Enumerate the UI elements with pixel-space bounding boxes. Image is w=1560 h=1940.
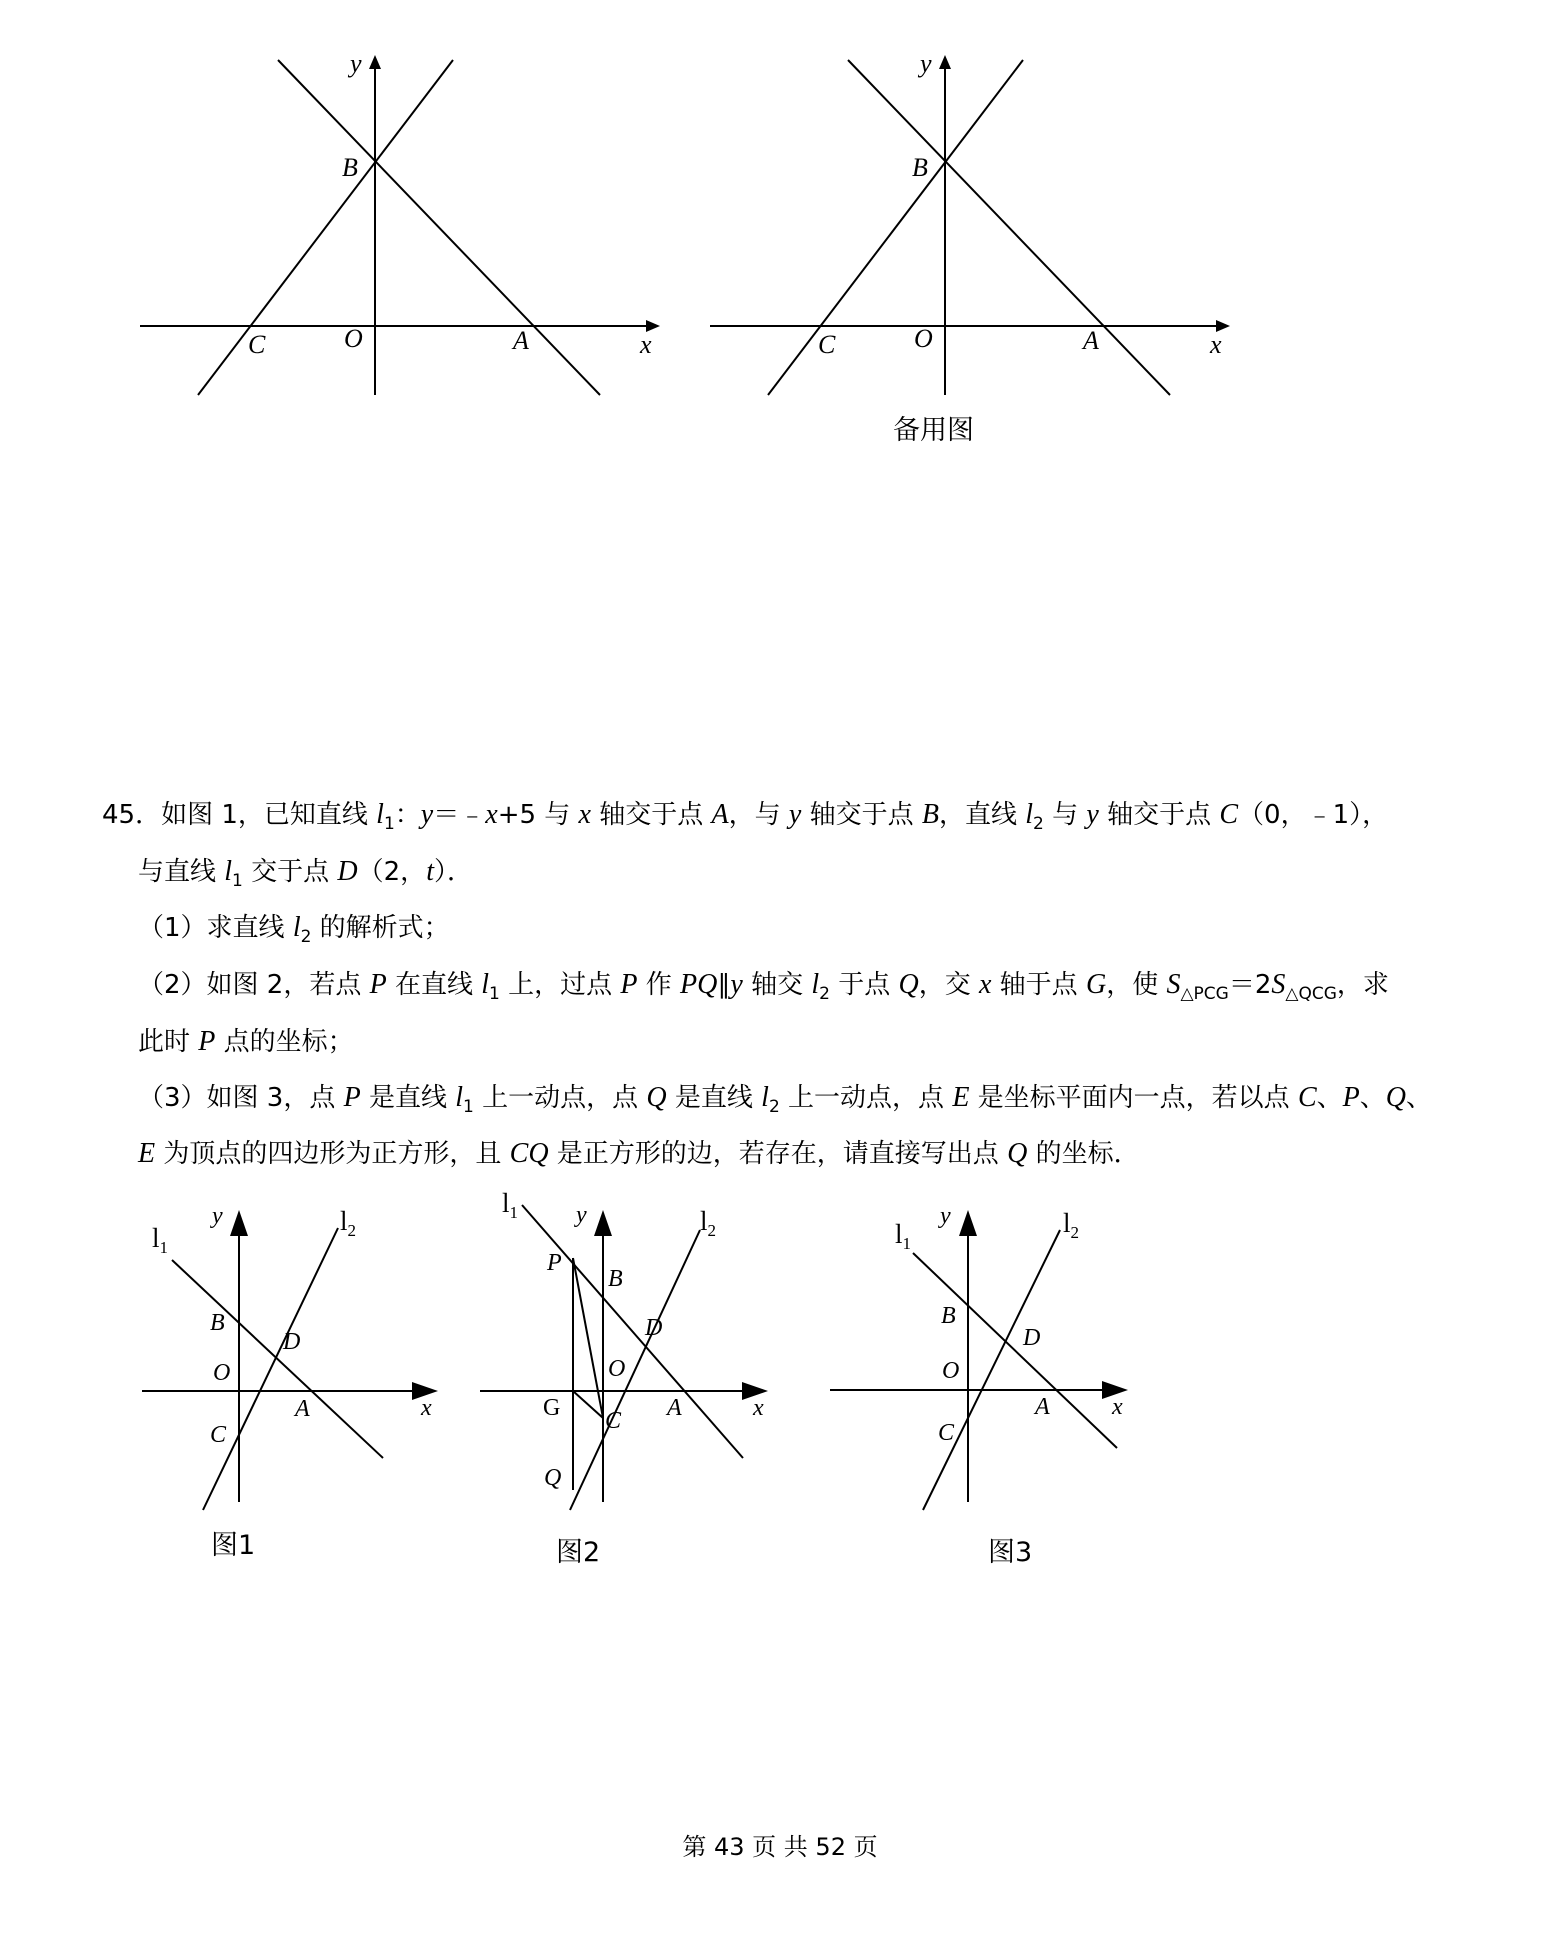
problem-line-1 bbox=[102, 795, 1388, 844]
var: G bbox=[1085, 969, 1107, 1000]
var: l bbox=[292, 912, 301, 943]
y-axis-arrow bbox=[230, 1210, 248, 1236]
var: l bbox=[481, 969, 490, 1000]
var: l bbox=[224, 856, 233, 887]
figure-2 bbox=[470, 1190, 790, 1520]
text: ）． bbox=[433, 857, 473, 887]
text: ＝﹣ bbox=[433, 800, 486, 830]
var: D bbox=[337, 856, 358, 887]
sub: 2 bbox=[300, 927, 312, 948]
label-B: B bbox=[608, 1266, 623, 1292]
label-B: B bbox=[912, 153, 928, 182]
text: 是直线 bbox=[360, 1083, 456, 1113]
var: S bbox=[1166, 969, 1181, 1000]
label-l2 bbox=[1063, 1208, 1079, 1242]
text: 、 bbox=[1406, 1083, 1433, 1113]
var: P bbox=[343, 1082, 361, 1113]
question-3 bbox=[138, 1078, 1432, 1127]
var: P bbox=[1342, 1082, 1360, 1113]
text: 此时 bbox=[138, 1027, 199, 1057]
text: 为顶点的四边形为正方形，且 bbox=[155, 1139, 510, 1169]
text: ，使 bbox=[1106, 970, 1167, 1000]
var: l bbox=[1025, 799, 1034, 830]
label-O: O bbox=[608, 1356, 626, 1382]
text: 轴于点 bbox=[991, 970, 1086, 1000]
var: l bbox=[811, 969, 820, 1000]
question-2 bbox=[138, 965, 1389, 1014]
var: P bbox=[369, 969, 387, 1000]
label-l2 bbox=[700, 1206, 716, 1240]
problem-line-2 bbox=[138, 852, 473, 901]
text: 上一动点，点 bbox=[473, 1083, 647, 1113]
label-A: A bbox=[1083, 326, 1099, 355]
text: （2）如图 2，若点 bbox=[138, 970, 370, 1000]
var: P bbox=[620, 969, 638, 1000]
label-Q: Q bbox=[544, 1465, 562, 1491]
text: ∥ bbox=[717, 970, 731, 1000]
var: t bbox=[426, 856, 434, 887]
label-l2 bbox=[340, 1206, 356, 1240]
figure-1 bbox=[130, 1190, 460, 1520]
var: l bbox=[761, 1082, 769, 1113]
l: l bbox=[1063, 1208, 1071, 1238]
label-B: B bbox=[210, 1310, 225, 1336]
label-C: C bbox=[248, 330, 266, 359]
line-l1 bbox=[913, 1253, 1117, 1448]
text: 交于点 bbox=[242, 857, 338, 887]
label-P: P bbox=[547, 1250, 562, 1276]
text: 与 bbox=[1043, 800, 1087, 830]
label-D: D bbox=[283, 1329, 301, 1355]
label-D: D bbox=[1023, 1325, 1041, 1351]
label-y: y bbox=[212, 1203, 223, 1229]
text: +5 与 bbox=[497, 800, 579, 830]
sub: 1 bbox=[159, 1238, 169, 1257]
label-C: C bbox=[818, 330, 836, 359]
var: y bbox=[788, 799, 802, 830]
text: 轴交 bbox=[742, 970, 812, 1000]
text: 是正方形的边，若存在，请直接写出点 bbox=[548, 1139, 1008, 1169]
var: Q bbox=[898, 969, 919, 1000]
label-A: A bbox=[513, 326, 529, 355]
label-y: y bbox=[350, 50, 362, 78]
var: l bbox=[376, 799, 384, 830]
var: x bbox=[578, 799, 591, 830]
var: y bbox=[1086, 799, 1099, 830]
text: ，求 bbox=[1336, 970, 1389, 1000]
text: 轴交于点 bbox=[590, 800, 712, 830]
sub: 2 bbox=[347, 1221, 357, 1240]
figure-3 bbox=[820, 1190, 1150, 1520]
sub: 1 bbox=[902, 1234, 912, 1253]
text: 上，过点 bbox=[499, 970, 621, 1000]
label-C: C bbox=[210, 1422, 227, 1448]
label-y: y bbox=[576, 1202, 587, 1228]
sub: 1 bbox=[509, 1203, 519, 1222]
l: l bbox=[895, 1219, 903, 1249]
var: Q bbox=[1007, 1138, 1028, 1169]
label-C: C bbox=[605, 1408, 622, 1434]
text: 是直线 bbox=[666, 1083, 762, 1113]
text: 、 bbox=[1359, 1083, 1386, 1113]
var: E bbox=[138, 1138, 156, 1169]
var: y bbox=[730, 969, 743, 1000]
label-O: O bbox=[213, 1360, 231, 1386]
label-x: x bbox=[753, 1395, 764, 1421]
y-axis-arrow bbox=[939, 55, 951, 69]
figure-3-caption: 图3 bbox=[988, 1537, 1033, 1568]
var: x bbox=[978, 969, 992, 1000]
label-x: x bbox=[1210, 330, 1222, 359]
sub: △PCG bbox=[1180, 984, 1229, 1005]
label-x: x bbox=[640, 330, 652, 359]
label-B: B bbox=[941, 1303, 956, 1329]
text: （0，﹣1）， bbox=[1238, 800, 1389, 830]
text: ，交 bbox=[918, 970, 979, 1000]
sub: 1 bbox=[463, 1097, 474, 1118]
label-O: O bbox=[942, 1358, 960, 1384]
sub: 2 bbox=[819, 984, 830, 1005]
text: 上一动点，点 bbox=[779, 1083, 953, 1113]
label-B: B bbox=[342, 153, 358, 182]
question-2-cont bbox=[138, 1022, 354, 1062]
sub: 2 bbox=[1033, 814, 1044, 835]
label-A: A bbox=[1035, 1394, 1050, 1420]
figure-2-caption: 图2 bbox=[556, 1537, 601, 1568]
label-A: A bbox=[295, 1396, 310, 1422]
var: y bbox=[420, 799, 434, 830]
label-x: x bbox=[1112, 1394, 1123, 1420]
sub: △QCG bbox=[1285, 984, 1337, 1005]
label-G: G bbox=[543, 1395, 561, 1421]
var: A bbox=[711, 799, 729, 830]
top-figure-backup bbox=[700, 50, 1240, 400]
text: 于点 bbox=[829, 970, 899, 1000]
var: x bbox=[485, 799, 498, 830]
l: l bbox=[340, 1206, 348, 1236]
sub: 1 bbox=[383, 814, 395, 835]
var: CQ bbox=[509, 1138, 549, 1169]
text: 轴交于点 bbox=[801, 800, 922, 830]
text: 如图 1，已知直线 bbox=[161, 800, 377, 830]
figure-1-caption: 图1 bbox=[211, 1530, 256, 1561]
text: ： bbox=[394, 800, 421, 830]
text: （3）如图 3，点 bbox=[138, 1083, 344, 1113]
sub: 2 bbox=[768, 1097, 780, 1118]
l: l bbox=[152, 1223, 160, 1253]
text: ，直线 bbox=[938, 800, 1026, 830]
text: 作 bbox=[637, 970, 681, 1000]
line-l1 bbox=[172, 1260, 383, 1458]
label-l1 bbox=[152, 1223, 168, 1257]
label-l1 bbox=[895, 1219, 911, 1253]
sub: 2 bbox=[707, 1221, 717, 1240]
top-figure-main bbox=[130, 50, 670, 400]
var: E bbox=[952, 1082, 970, 1113]
var: l bbox=[455, 1082, 464, 1113]
var: P bbox=[198, 1026, 216, 1057]
y-axis-arrow bbox=[959, 1210, 977, 1236]
var: Q bbox=[1385, 1082, 1407, 1113]
question-3-cont bbox=[138, 1134, 1140, 1174]
var: B bbox=[921, 799, 939, 830]
sub: 1 bbox=[489, 984, 500, 1005]
l: l bbox=[502, 1190, 510, 1218]
l: l bbox=[700, 1206, 708, 1236]
var: C bbox=[1219, 799, 1239, 830]
text: （2， bbox=[357, 857, 427, 887]
var: C bbox=[1297, 1082, 1317, 1113]
text: ，与 bbox=[728, 800, 789, 830]
label-y: y bbox=[920, 50, 932, 78]
label-C: C bbox=[938, 1420, 955, 1446]
sub: 2 bbox=[1070, 1223, 1080, 1242]
var: S bbox=[1271, 969, 1286, 1000]
y-axis-arrow bbox=[369, 55, 381, 69]
label-y: y bbox=[940, 1203, 951, 1229]
text: 、 bbox=[1316, 1083, 1343, 1113]
line-l2 bbox=[570, 1230, 700, 1510]
problem-number: 45． bbox=[102, 800, 162, 830]
text: （1）求直线 bbox=[138, 913, 293, 943]
text: 的坐标． bbox=[1027, 1139, 1140, 1169]
text: 轴交于点 bbox=[1098, 800, 1220, 830]
sub: 1 bbox=[232, 871, 243, 892]
y-axis-arrow bbox=[594, 1210, 612, 1236]
question-1 bbox=[138, 908, 450, 957]
backup-figure-caption: 备用图 bbox=[893, 415, 974, 446]
text: 在直线 bbox=[386, 970, 482, 1000]
label-O: O bbox=[914, 324, 933, 353]
text: 的解析式； bbox=[311, 913, 450, 943]
label-x: x bbox=[421, 1395, 432, 1421]
text: 与直线 bbox=[138, 857, 225, 887]
var: PQ bbox=[680, 969, 718, 1000]
text: ＝2 bbox=[1228, 970, 1272, 1000]
text: 是坐标平面内一点，若以点 bbox=[969, 1083, 1298, 1113]
text: 点的坐标； bbox=[215, 1027, 354, 1057]
label-A: A bbox=[667, 1395, 682, 1421]
var: Q bbox=[646, 1082, 667, 1113]
page-footer: 第 43 页 共 52 页 bbox=[682, 1833, 878, 1861]
label-O: O bbox=[344, 324, 363, 353]
label-l1 bbox=[502, 1190, 518, 1222]
label-D: D bbox=[645, 1315, 663, 1341]
